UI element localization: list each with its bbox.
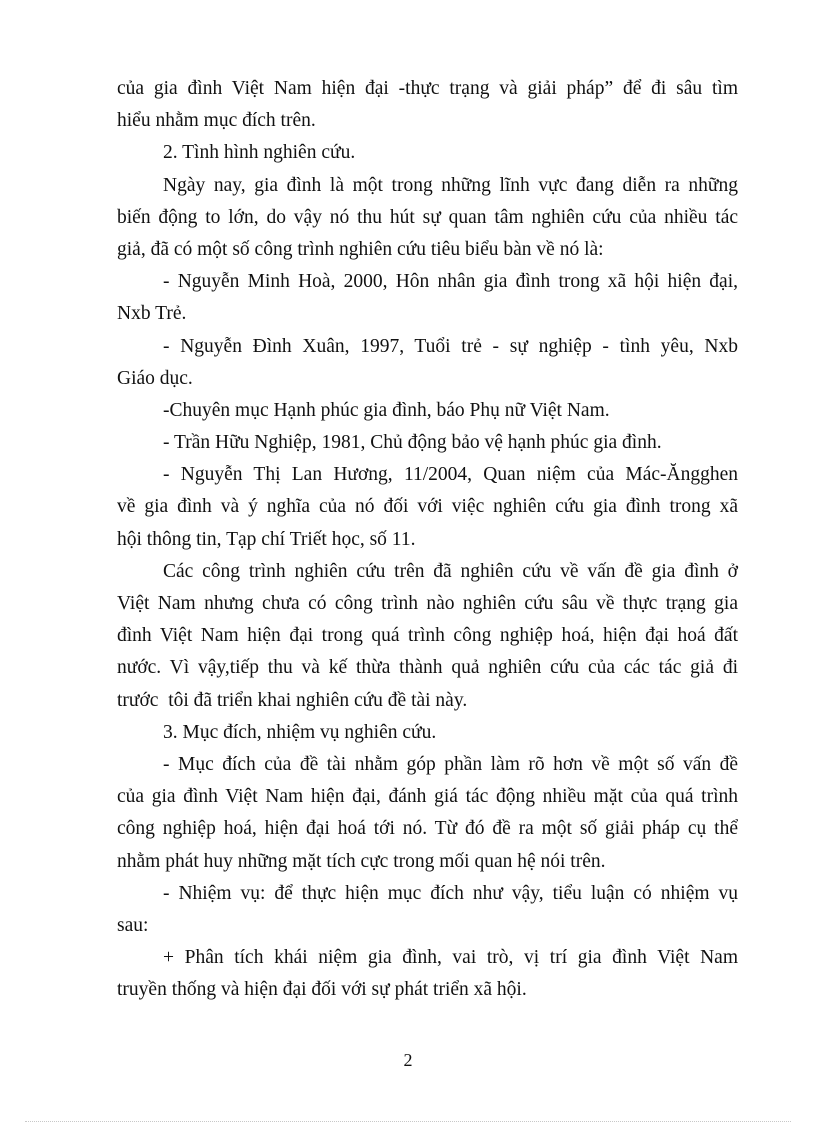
- reference-item: - Nguyễn Minh Hoà, 2000, Hôn nhân gia đình trong xã hội hiện đại,: [163, 271, 738, 293]
- page-number: 2: [403, 1050, 413, 1070]
- text-line: trước tôi đã triển khai nghiên cứu đề tài này.: [117, 689, 468, 711]
- reference-item: - Trần Hữu Nghiệp, 1981, Chủ động bảo vệ hạnh phúc gia đình.: [163, 432, 662, 454]
- text-line: truyền thống và hiện đại đối với sự phát triển xã hội.: [117, 979, 527, 1001]
- text-line: Nxb Trẻ.: [117, 303, 187, 325]
- page-bottom-border: [25, 1121, 791, 1122]
- text-line: giả, đã có một số công trình nghiên cứu tiêu biểu bàn về nó là:: [117, 238, 604, 260]
- text-line: - Nhiệm vụ: để thực hiện mục đích như vậy, tiểu luận có nhiệm vụ: [163, 882, 738, 904]
- text-line: của gia đình Việt Nam hiện đại, đánh giá tác động nhiều mặt của quá trình: [117, 786, 738, 808]
- text-line: nước. Vì vậy,tiếp thu và kế thừa thành quả nghiên cứu của các tác giả đi: [117, 657, 738, 679]
- text-line: hiểu nhằm mục đích trên.: [117, 110, 316, 132]
- text-line: công nghiệp hoá, hiện đại hoá tới nó. Từ đó đề ra một số giải pháp cụ thể: [117, 818, 738, 840]
- text-line: Ngày nay, gia đình là một trong những lĩnh vực đang diễn ra những: [163, 174, 738, 196]
- text-line: nhằm phát huy những mặt tích cực trong mối quan hệ nói trên.: [117, 850, 606, 872]
- section-heading: 3. Mục đích, nhiệm vụ nghiên cứu.: [163, 721, 437, 743]
- body-text: [117, 73, 738, 1006]
- text-line: Việt Nam nhưng chưa có công trình nào nghiên cứu sâu về thực trạng gia: [117, 593, 738, 614]
- text-line: + Phân tích khái niệm gia đình, vai trò, vị trí gia đình Việt Nam: [163, 947, 738, 969]
- text-line: về gia đình và ý nghĩa của nó đối với việc nghiên cứu gia đình trong xã: [117, 496, 738, 518]
- text-line: hội thông tin, Tạp chí Triết học, số 11.: [117, 528, 416, 550]
- text-line: sau:: [117, 914, 149, 936]
- reference-item: - Nguyễn Đình Xuân, 1997, Tuổi trẻ - sự nghiệp - tình yêu, Nxb: [163, 335, 738, 357]
- reference-item: -Chuyên mục Hạnh phúc gia đình, báo Phụ nữ Việt Nam.: [163, 399, 610, 421]
- text-line: - Mục đích của đề tài nhằm góp phần làm rõ hơn về một số vấn đề: [163, 753, 738, 775]
- reference-item: - Nguyễn Thị Lan Hương, 11/2004, Quan niệm của Mác-Ăngghen: [163, 464, 738, 486]
- text-line: biến động to lớn, do vậy nó thu hút sự quan tâm nghiên cứu của nhiều tác: [117, 206, 738, 228]
- text-line: Các công trình nghiên cứu trên đã nghiên cứu về vấn đề gia đình ở: [163, 560, 738, 582]
- text-line: đình Việt Nam hiện đại trong quá trình công nghiệp hoá, hiện đại hoá đất: [117, 625, 738, 647]
- section-heading: 2. Tình hình nghiên cứu.: [163, 142, 356, 164]
- text-line: Giáo dục.: [117, 367, 193, 389]
- text-line: của gia đình Việt Nam hiện đại -thực trạng và giải pháp” để đi sâu tìm: [117, 78, 738, 99]
